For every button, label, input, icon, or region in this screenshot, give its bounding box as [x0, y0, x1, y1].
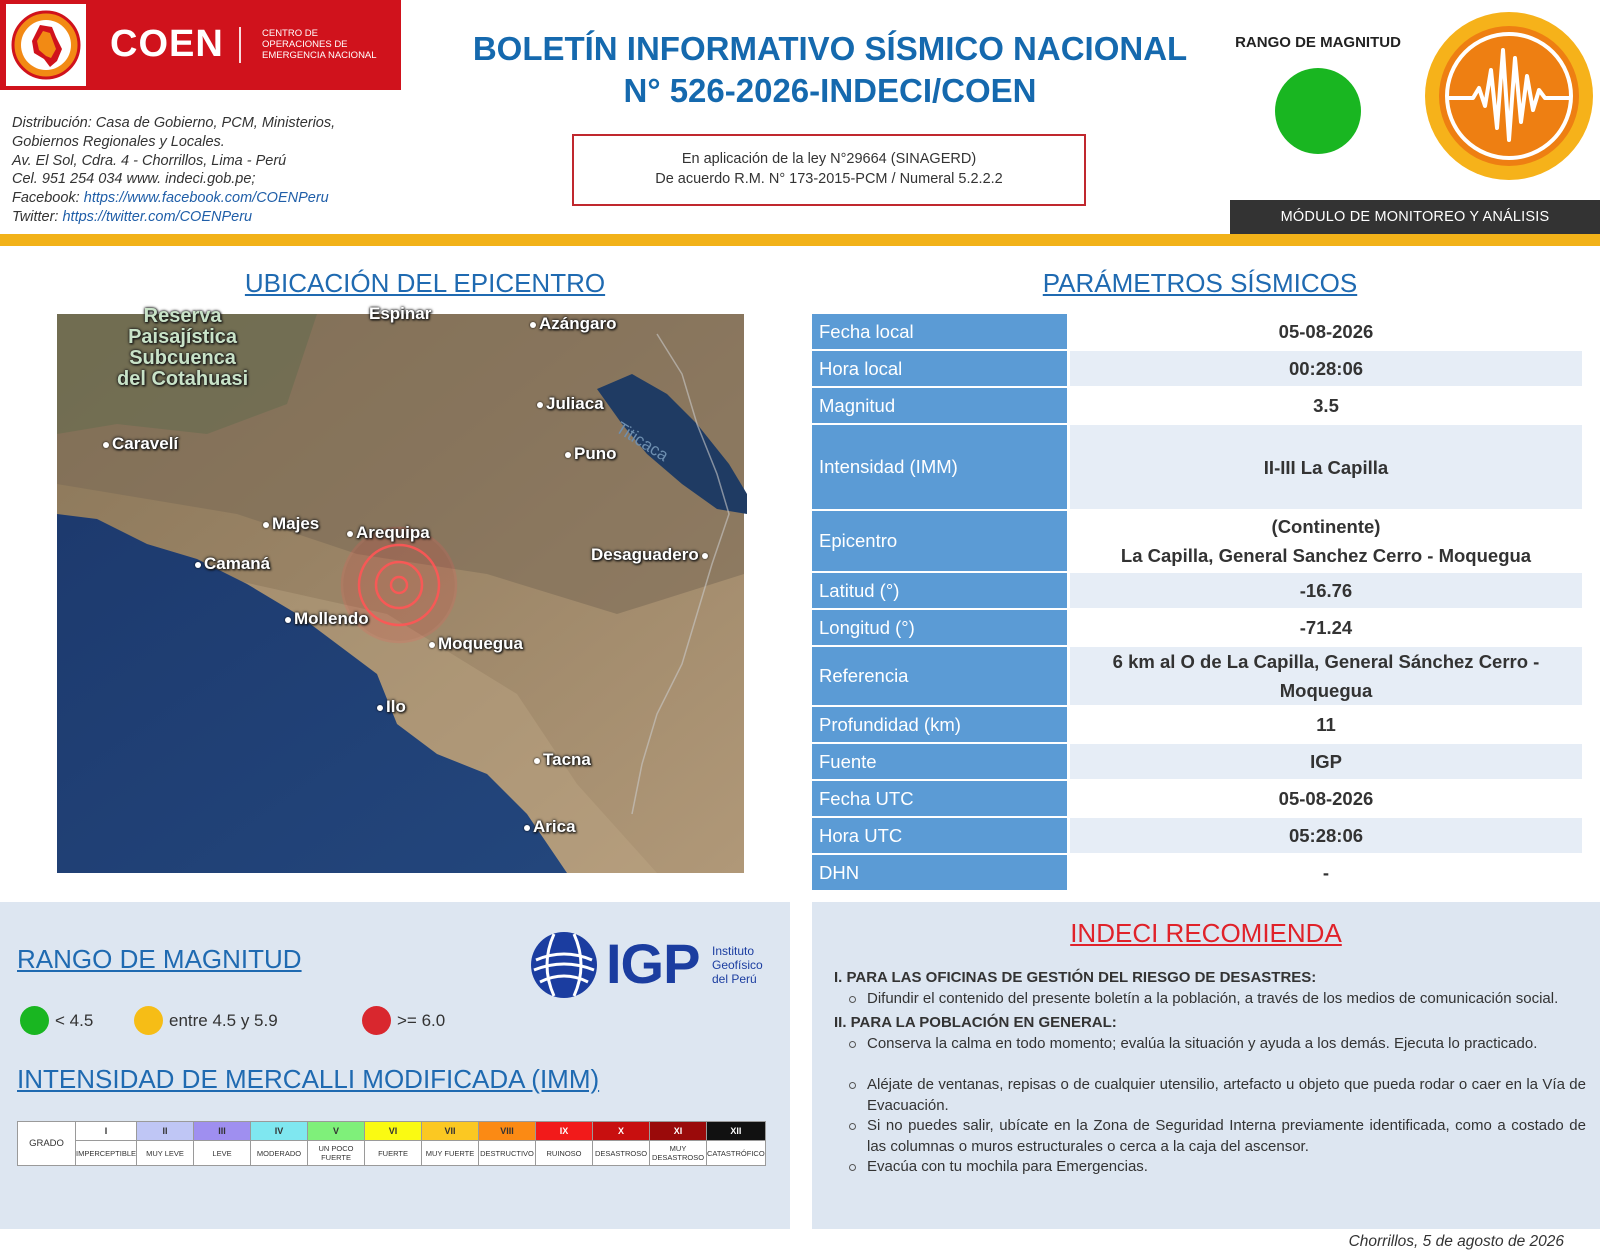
mercalli-grade-cell: II — [137, 1122, 194, 1141]
city-marker — [263, 522, 269, 528]
bulletin-number: N° 526-2026-INDECI/COEN — [623, 72, 1037, 109]
parameter-value-line: La Capilla, General Sanchez Cerro - Moquegua — [1120, 545, 1532, 566]
parameter-value-line: 11 — [1316, 714, 1336, 735]
map-label-arica — [524, 817, 576, 837]
parameter-label: Profundidad (km) — [812, 707, 1067, 742]
distribution-info — [12, 114, 402, 227]
legend-item-high — [362, 1006, 445, 1035]
parameter-label: Intensidad (IMM) — [812, 425, 1067, 509]
coen-subtitle-line: CENTRO DE — [262, 28, 318, 39]
city-marker — [565, 452, 571, 458]
parameter-value — [1070, 781, 1582, 816]
map-label-text: Espinar — [369, 304, 432, 323]
igp-logo — [530, 930, 770, 1000]
parameter-value-line: - — [1322, 862, 1330, 883]
mercalli-description-cell: MUY LEVE — [137, 1141, 194, 1166]
coen-subtitle — [262, 28, 402, 61]
recommendation-item: Conserva la calma en todo momento; evalúa la situación y ayuda a los demás. Ejecuta lo practicado. — [834, 1034, 1586, 1055]
parameters-section-title: PARÁMETROS SÍSMICOS — [1042, 268, 1358, 298]
facebook-label: Facebook: — [12, 190, 84, 207]
mercalli-grade-cell: X — [593, 1122, 650, 1141]
parameter-label: DHN — [812, 855, 1067, 890]
coen-wordmark: COEN — [110, 23, 224, 65]
map-label-juliaca — [537, 394, 604, 414]
map-label-text: Majes — [272, 514, 320, 533]
mercalli-grade-cell: IV — [251, 1122, 308, 1141]
legend-label: >= 6.0 — [397, 1010, 446, 1030]
city-marker — [524, 825, 530, 831]
legend-swatch — [20, 1006, 49, 1035]
igp-name — [712, 944, 763, 986]
parameter-value — [1070, 388, 1582, 423]
igp-name-line: Instituto — [712, 944, 755, 958]
parameter-row — [812, 573, 1582, 608]
parameter-value — [1070, 744, 1582, 779]
parameter-value — [1070, 511, 1582, 571]
recommendations-body — [834, 967, 1586, 1178]
map-label-cotahuasi — [117, 306, 248, 390]
parameter-value-line: 05-08-2026 — [1278, 788, 1374, 809]
recommendation-item: Aléjate de ventanas, repisas o de cualquier utensilio, artefacto u objeto que pueda rodar o caer en la Vía de Evacuación. — [834, 1075, 1586, 1116]
parameter-value — [1070, 425, 1582, 509]
igp-name-line: Geofísico — [712, 958, 763, 972]
mercalli-description-cell: RUINOSO — [536, 1141, 593, 1166]
recommendations-section-title: I. PARA LAS OFICINAS DE GESTIÓN DEL RIESGO DE DESASTRES: — [834, 969, 1317, 986]
map-label-moquegua — [429, 634, 523, 654]
city-marker — [347, 531, 353, 537]
law-line: En aplicación de la ley N°29664 (SINAGERD) — [681, 151, 977, 167]
map-label-caraveli — [103, 434, 178, 454]
parameter-value-line: II-III La Capilla — [1263, 456, 1389, 478]
parameter-label: Fecha local — [812, 314, 1067, 349]
map-label-majes — [263, 514, 319, 534]
recommendations-panel — [812, 902, 1600, 1229]
epicenter-section-title: UBICACIÓN DEL EPICENTRO — [244, 268, 606, 298]
mercalli-grade-row — [18, 1122, 766, 1141]
parameter-label: Longitud (°) — [812, 610, 1067, 645]
city-marker — [377, 705, 383, 711]
igp-name-line: del Perú — [712, 972, 757, 986]
map-label-text: Reserva Paisajística Subcuenca del Cotahuasi — [117, 305, 249, 390]
map-label-text: Camaná — [204, 554, 271, 573]
mercalli-description-cell: CATASTRÓFICO — [707, 1141, 766, 1166]
twitter-line — [12, 208, 402, 227]
recommendations-title: INDECI RECOMIENDA — [1070, 918, 1342, 948]
map-label-tacna — [534, 750, 591, 770]
address-line: Av. El Sol, Cdra. 4 - Chorrillos, Lima - Perú — [12, 152, 287, 169]
parameter-value-line: 3.5 — [1313, 395, 1339, 416]
parameter-value-line: 00:28:06 — [1288, 358, 1364, 379]
magnitude-range-title: RANGO DE MAGNITUD — [17, 944, 302, 974]
legend-panel — [0, 902, 790, 1229]
recommendation-item: Si no puedes salir, ubícate en la Zona de Seguridad Interna previamente identificada, como a costado de las columnas o muros estructurales o cerca a la caja del ascensor. — [834, 1116, 1586, 1157]
map-label-text: Arica — [533, 817, 576, 836]
parameter-value-line: 05:28:06 — [1288, 825, 1364, 846]
city-marker — [195, 562, 201, 568]
coen-subtitle-line: OPERACIONES DE — [262, 39, 348, 50]
mercalli-grade-cell: VIII — [479, 1122, 536, 1141]
parameter-value-line: 6 km al O de La Capilla, General Sánchez Cerro - — [1112, 651, 1540, 672]
map-label-text: Titicaca — [612, 418, 672, 465]
parameter-row — [812, 707, 1582, 742]
parameter-row — [812, 744, 1582, 779]
parameter-row — [812, 855, 1582, 890]
legend-item-medium — [134, 1006, 278, 1035]
parameter-value — [1070, 314, 1582, 349]
mercalli-description-cell: UN POCO FUERTE — [308, 1141, 365, 1166]
parameter-value — [1070, 855, 1582, 890]
map-label-text: Mollendo — [294, 609, 369, 628]
map-label-mollendo — [285, 609, 369, 629]
facebook-link[interactable]: https://www.facebook.com/COENPeru — [83, 190, 329, 207]
spacer — [834, 1054, 1586, 1075]
parameter-row — [812, 314, 1582, 349]
mercalli-grade-cell: V — [308, 1122, 365, 1141]
map-label-azangaro — [530, 314, 616, 334]
map-label-puno — [565, 444, 617, 464]
recommendation-item: Difundir el contenido del presente boletín a la población, a través de los medios de comunicación social. — [834, 989, 1586, 1010]
legend-swatch — [134, 1006, 163, 1035]
mercalli-description-cell: MUY FUERTE — [422, 1141, 479, 1166]
mercalli-grade-cell: VI — [365, 1122, 422, 1141]
bulletin-title-line: BOLETÍN INFORMATIVO SÍSMICO NACIONAL — [472, 30, 1188, 67]
parameter-row — [812, 818, 1582, 853]
parameter-value-line: -16.76 — [1299, 580, 1353, 601]
parameter-value-line: IGP — [1310, 751, 1342, 772]
parameter-value-line: Moquegua — [1279, 680, 1373, 701]
parameter-value — [1070, 818, 1582, 853]
twitter-link[interactable]: https://twitter.com/COENPeru — [62, 208, 253, 225]
distribution-line: Distribución: Casa de Gobierno, PCM, Ministerios, — [12, 115, 336, 131]
parameter-value-line: -71.24 — [1299, 617, 1353, 638]
coen-subtitle-line: EMERGENCIA NACIONAL — [262, 50, 377, 61]
parameter-value — [1070, 647, 1582, 705]
bulletin-title — [440, 28, 1220, 112]
mercalli-grade-cell: I — [76, 1122, 137, 1141]
magnitude-legend — [20, 1006, 780, 1036]
parameter-row — [812, 781, 1582, 816]
parameter-label: Epicentro — [812, 511, 1067, 571]
parameter-label: Hora local — [812, 351, 1067, 386]
parameter-row — [812, 351, 1582, 386]
header-divider — [0, 234, 1600, 246]
parameter-value-line: (Continente) — [1271, 516, 1381, 537]
map-label-ilo — [377, 697, 406, 717]
parameter-value-line: 05-08-2026 — [1278, 321, 1374, 342]
city-marker — [285, 617, 291, 623]
mercalli-title: INTENSIDAD DE MERCALLI MODIFICADA (IMM) — [17, 1064, 600, 1094]
mercalli-description-row — [18, 1141, 766, 1166]
legend-label: entre 4.5 y 5.9 — [169, 1010, 278, 1030]
resolution-line: De acuerdo R.M. N° 173-2015-PCM / Numeral 5.2.2.2 — [655, 171, 1003, 187]
recommendation-item: Evacúa con tu mochila para Emergencias. — [834, 1157, 1586, 1178]
map-label-desaguadero — [591, 545, 711, 565]
parameter-row — [812, 610, 1582, 645]
parameter-row — [812, 647, 1582, 705]
mercalli-description-cell: LEVE — [194, 1141, 251, 1166]
parameter-label: Magnitud — [812, 388, 1067, 423]
grade-header: GRADO — [18, 1122, 76, 1166]
map-label-camana — [195, 554, 270, 574]
mercalli-grade-cell: XII — [707, 1122, 766, 1141]
facebook-line — [12, 189, 402, 208]
city-marker — [103, 442, 109, 448]
map-label-text: Caravelí — [112, 434, 179, 453]
map-label-text: Puno — [574, 444, 617, 463]
parameter-value — [1070, 351, 1582, 386]
city-marker — [702, 553, 708, 559]
city-marker — [534, 758, 540, 764]
mercalli-grade-cell: VII — [422, 1122, 479, 1141]
parameter-value — [1070, 707, 1582, 742]
magnitude-range-indicator — [1275, 68, 1361, 154]
mercalli-description-cell: DESASTROSO — [593, 1141, 650, 1166]
parameter-row — [812, 425, 1582, 509]
map-label-text: Juliaca — [546, 394, 604, 413]
mercalli-description-cell: IMPERCEPTIBLE — [76, 1141, 137, 1166]
parameter-label: Fecha UTC — [812, 781, 1067, 816]
twitter-label: Twitter: — [12, 208, 63, 225]
law-reference-box — [572, 134, 1086, 206]
mercalli-scale-table — [17, 1121, 766, 1166]
parameter-value — [1070, 610, 1582, 645]
distribution-line: Gobiernos Regionales y Locales. — [12, 133, 225, 150]
mercalli-description-cell: MODERADO — [251, 1141, 308, 1166]
magnitude-range-heading: RANGO DE MAGNITUD — [1235, 34, 1401, 51]
parameter-row — [812, 388, 1582, 423]
contact-line: Cel. 951 254 034 www. indeci.gob.pe; — [12, 171, 256, 188]
map-label-text: Moquegua — [438, 634, 523, 653]
parameter-row — [812, 511, 1582, 571]
parameter-label: Latitud (°) — [812, 573, 1067, 608]
parameter-label: Referencia — [812, 647, 1067, 705]
footer-date: Chorrillos, 5 de agosto de 2026 — [1348, 1233, 1564, 1250]
legend-item-low — [20, 1006, 93, 1035]
mercalli-description-cell: FUERTE — [365, 1141, 422, 1166]
coen-banner — [0, 0, 401, 90]
parameter-label: Hora UTC — [812, 818, 1067, 853]
parameter-value — [1070, 573, 1582, 608]
city-marker — [537, 402, 543, 408]
coen-divider — [239, 27, 241, 63]
map-label-text: Desaguadero — [591, 545, 699, 564]
map-label-espinar — [369, 304, 431, 324]
mercalli-grade-cell: IX — [536, 1122, 593, 1141]
peru-crest-logo — [6, 4, 86, 86]
map-label-text: Arequipa — [356, 523, 430, 542]
mercalli-grade-cell: XI — [650, 1122, 707, 1141]
mercalli-description-cell: MUY DESASTROSO — [650, 1141, 707, 1166]
map-label-text: Azángaro — [539, 314, 617, 333]
legend-label: < 4.5 — [55, 1010, 94, 1030]
parameter-label: Fuente — [812, 744, 1067, 779]
monitoring-module-bar: MÓDULO DE MONITOREO Y ANÁLISIS — [1230, 200, 1600, 234]
igp-wordmark: IGP — [606, 932, 700, 995]
mercalli-grade-cell: III — [194, 1122, 251, 1141]
map-label-text: Ilo — [386, 697, 406, 716]
recommendations-section-title: II. PARA LA POBLACIÓN EN GENERAL: — [834, 1014, 1117, 1031]
map-label-text: Tacna — [543, 750, 591, 769]
legend-swatch — [362, 1006, 391, 1035]
seismograph-logo — [1423, 10, 1595, 182]
epicenter-map[interactable] — [57, 304, 744, 873]
mercalli-description-cell: DESTRUCTIVO — [479, 1141, 536, 1166]
city-marker — [429, 642, 435, 648]
city-marker — [530, 322, 536, 328]
seismic-parameters-table — [812, 314, 1582, 892]
map-label-arequipa — [347, 523, 430, 543]
